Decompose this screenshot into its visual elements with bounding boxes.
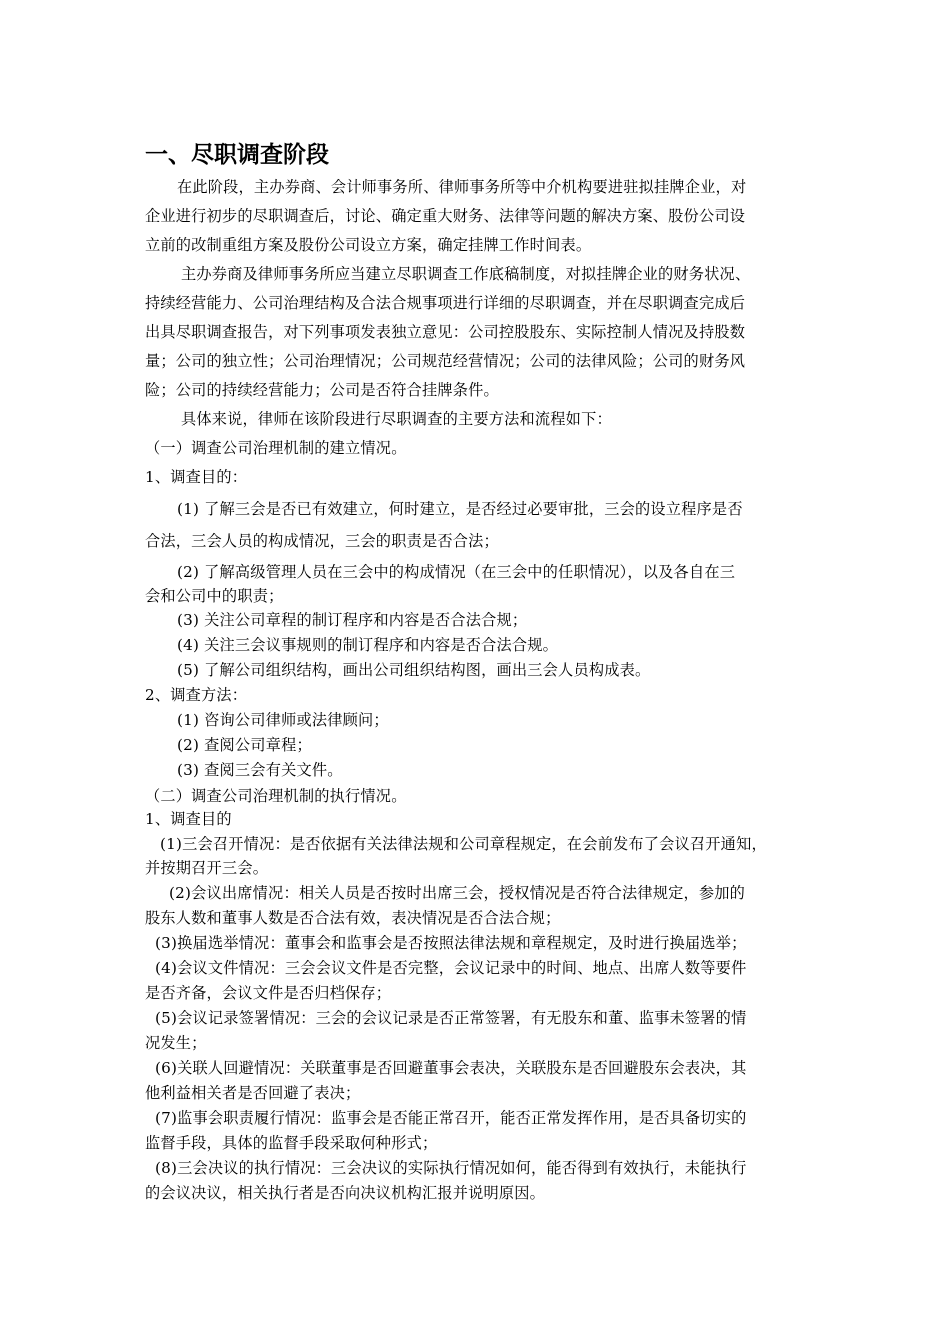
section1-purpose-item: (5) 了解公司组织结构，画出公司组织结构图，画出三会人员构成表。 xyxy=(177,661,651,679)
section2-line: (7)监事会职责履行情况：监事会是否能正常召开，能否正常发挥作用，是否具备切实的 xyxy=(155,1109,747,1127)
intro-p1-line: 立前的改制重组方案及股份公司设立方案，确定挂牌工作时间表。 xyxy=(145,236,592,254)
section-title: 一、尽职调查阶段 xyxy=(145,142,329,168)
section1-purpose-heading: 1、调查目的： xyxy=(145,468,248,486)
section1-method-item: (2) 查阅公司章程； xyxy=(177,736,312,754)
section2-line: (1)三会召开情况：是否依据有关法律法规和公司章程规定，在会前发布了会议召开通知， xyxy=(160,835,767,853)
section1-method-item: (3) 查阅三会有关文件。 xyxy=(177,761,343,779)
section1-heading: （一）调查公司治理机制的建立情况。 xyxy=(145,439,407,457)
section1-method-item: (1) 咨询公司律师或法律顾问； xyxy=(177,711,389,729)
section2-line: 股东人数和董事人数是否合法有效，表决情况是否合法合规； xyxy=(145,909,561,927)
section2-line: (6)关联人回避情况：关联董事是否回避董事会表决，关联股东是否回避股东会表决，其 xyxy=(155,1059,747,1077)
section1-purpose-item: 会和公司中的职责； xyxy=(145,587,284,605)
intro-p3: 具体来说，律师在该阶段进行尽职调查的主要方法和流程如下： xyxy=(181,410,612,428)
section2-purpose-heading: 1、调查目的 xyxy=(145,810,232,828)
section2-line: 况发生； xyxy=(145,1034,207,1052)
section2-line: (2)会议出席情况：相关人员是否按时出席三会，授权情况是否符合法律规定，参加的 xyxy=(169,884,746,902)
intro-p1-line: 企业进行初步的尽职调查后，讨论、确定重大财务、法律等问题的解决方案、股份公司设 xyxy=(145,207,746,225)
section1-purpose-item: 合法，三会人员的构成情况，三会的职责是否合法； xyxy=(145,532,499,550)
intro-p1-line: 在此阶段，主办券商、会计师事务所、律师事务所等中介机构要进驻拟挂牌企业，对 xyxy=(177,178,747,196)
section2-line: 监督手段，具体的监督手段采取何种形式； xyxy=(145,1134,438,1152)
section2-line: (3)换届选举情况：董事会和监事会是否按照法律法规和章程规定，及时进行换届选举； xyxy=(155,934,747,952)
section2-line: (8)三会决议的执行情况：三会决议的实际执行情况如何，能否得到有效执行，未能执行 xyxy=(155,1159,747,1177)
section2-line: 是否齐备，会议文件是否归档保存； xyxy=(145,984,392,1002)
section2-line: 他利益相关者是否回避了表决； xyxy=(145,1084,361,1102)
section1-purpose-item: (1) 了解三会是否已有效建立，何时建立，是否经过必要审批，三会的设立程序是否 xyxy=(177,500,743,518)
section2-line: 并按期召开三会。 xyxy=(145,859,269,877)
section1-purpose-item: (2) 了解高级管理人员在三会中的构成情况（在三会中的任职情况），以及各自在三 xyxy=(177,563,736,581)
section2-line: (5)会议记录签署情况：三会的会议记录是否正常签署，有无股东和董、监事未签署的情 xyxy=(155,1009,747,1027)
intro-p2-line: 险；公司的持续经营能力；公司是否符合挂牌条件。 xyxy=(145,381,499,399)
section1-method-heading: 2、调查方法： xyxy=(145,686,248,704)
intro-p2-line: 量；公司的独立性；公司治理情况；公司规范经营情况；公司的法律风险；公司的财务风 xyxy=(145,352,746,370)
section2-line: 的会议决议，相关执行者是否向决议机构汇报并说明原因。 xyxy=(145,1184,546,1202)
section2-heading: （二）调查公司治理机制的执行情况。 xyxy=(145,787,407,805)
intro-p2-line: 持续经营能力、公司治理结构及合法合规事项进行详细的尽职调查，并在尽职调查完成后 xyxy=(145,294,746,312)
section2-line: (4)会议文件情况：三会会议文件是否完整，会议记录中的时间、地点、出席人数等要件 xyxy=(155,959,747,977)
intro-p2-line: 出具尽职调查报告，对下列事项发表独立意见：公司控股股东、实际控制人情况及持股数 xyxy=(145,323,746,341)
section1-purpose-item: (3) 关注公司章程的制订程序和内容是否合法合规； xyxy=(177,611,528,629)
intro-p2-line: 主办券商及律师事务所应当建立尽职调查工作底稿制度，对拟挂牌企业的财务状况、 xyxy=(181,265,751,283)
section1-purpose-item: (4) 关注三会议事规则的制订程序和内容是否合法合规。 xyxy=(177,636,559,654)
